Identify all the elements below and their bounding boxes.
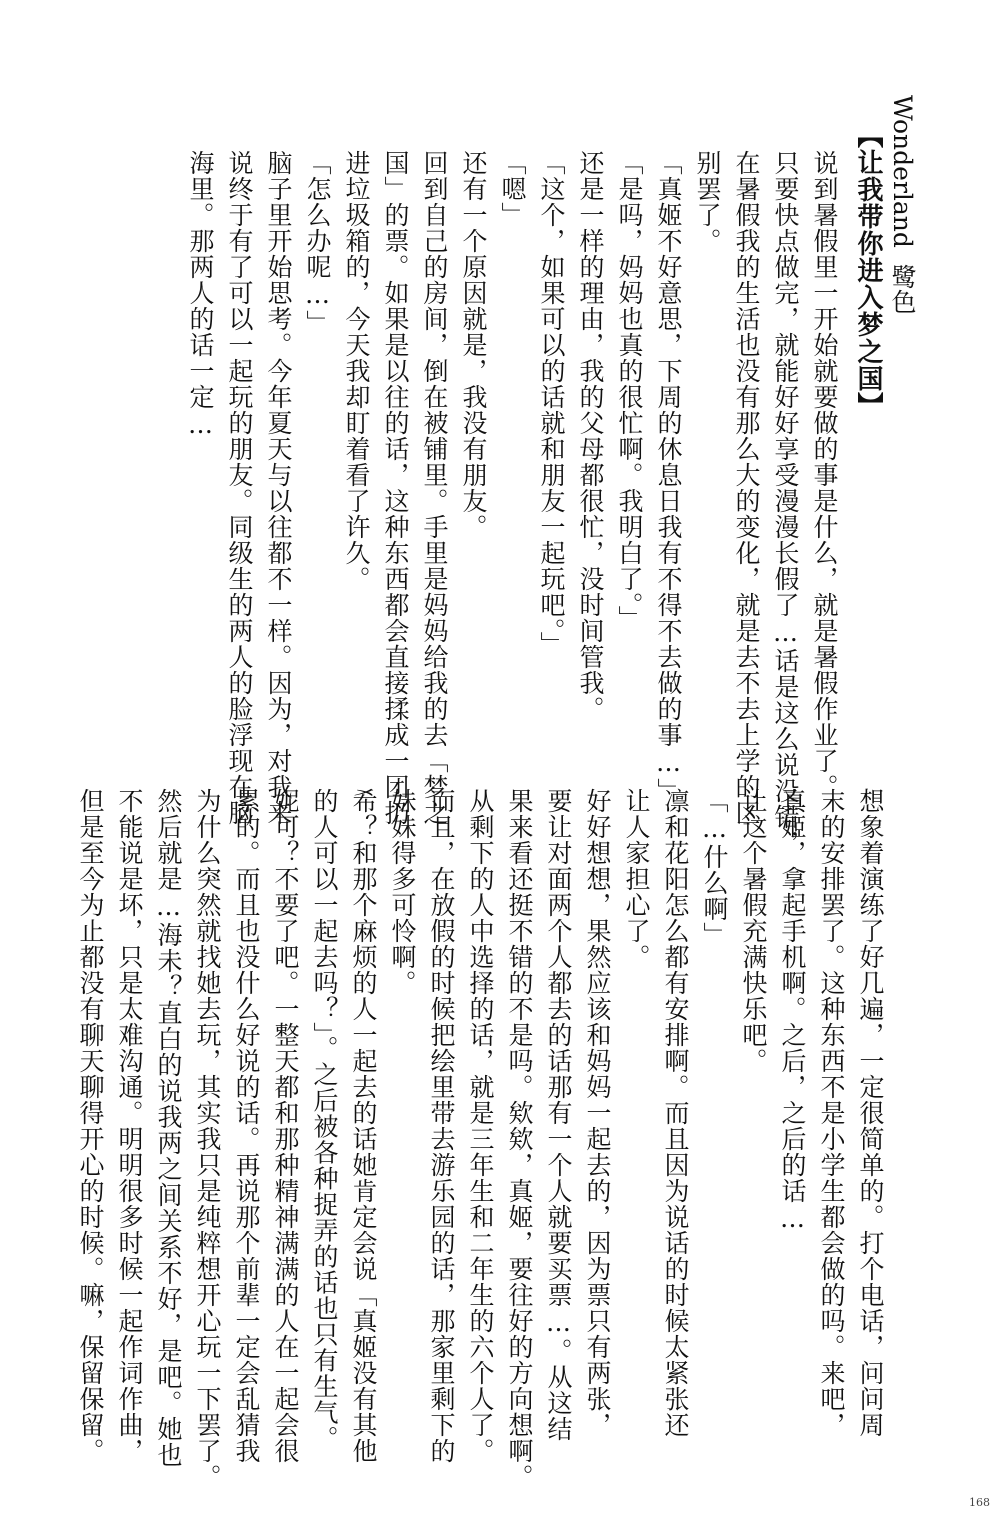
text-column: 果来看还挺不错的不是吗。欸欸，真姬，要往好的方向想啊。 bbox=[505, 788, 534, 1490]
title-latin: Wonderland bbox=[888, 95, 917, 248]
text-column: 「…什么啊」 bbox=[700, 788, 729, 948]
text-column: 但是至今为止都没有聊天聊得开心的时候。嘛，保留保留。 bbox=[76, 788, 105, 1464]
text-column: 国」的票。如果是以往的话，这种东西都会直接揉成一团扔 bbox=[381, 150, 410, 826]
story-title bbox=[883, 95, 922, 314]
story-subtitle: 【让我带你进入梦之国】 bbox=[853, 122, 883, 419]
text-column: 为什么突然就找她去玩，其实我只是纯粹想开心玩一下罢了。 bbox=[193, 788, 222, 1490]
text-column: 让这个暑假充满快乐吧。 bbox=[739, 788, 768, 1074]
text-column: 想象着演练了好几遍，一定很简单的。打个电话，问问周 bbox=[856, 788, 885, 1438]
bottom-text-block bbox=[71, 788, 890, 1493]
page-number: 168 bbox=[969, 1496, 990, 1509]
text-column: 只要快点做完，就能好好享受漫漫长假了…话是这么说没错， bbox=[771, 150, 800, 856]
text-column: 回到自己的房间，倒在被铺里。手里是妈妈给我的去「梦之 bbox=[420, 150, 449, 826]
text-column: 「是吗，妈妈也真的很忙啊。我明白了。」 bbox=[615, 150, 644, 632]
text-column: 凛和花阳怎么都有安排啊。而且因为说话的时候太紧张还 bbox=[661, 788, 690, 1438]
text-column: 别罢了。 bbox=[693, 150, 722, 254]
text-column: 妮可？不要了吧。一整天都和那种精神满满的人在一起会很 bbox=[271, 788, 300, 1464]
text-column: 让人家担心了。 bbox=[622, 788, 651, 970]
text-column: 累的。而且也没什么好说的话。再说那个前辈一定会乱猜我 bbox=[232, 788, 261, 1464]
text-column: 还有一个原因就是，我没有朋友。 bbox=[459, 150, 488, 540]
text-column: 海里。那两人的话一定… bbox=[186, 150, 215, 440]
text-column: 要让对面两个人都去的话那有一个人就要买票…。从这结 bbox=[544, 788, 573, 1442]
author-name: 鹭色 bbox=[888, 263, 917, 314]
text-column: 「怎么办呢…」 bbox=[303, 150, 332, 336]
text-column: 说到暑假里一开始就要做的事是什么，就是暑假作业了。 bbox=[810, 150, 839, 800]
text-column: 说终于有了可以一起玩的朋友。同级生的两人的脸浮现在脑 bbox=[225, 150, 254, 826]
top-text-block bbox=[181, 150, 844, 856]
text-column: 从剩下的人中选择的话，就是三年生和二年生的六个人了。 bbox=[466, 788, 495, 1464]
text-column: 的人可以一起去吗？」。之后被各种捉弄的话也只有生气。 bbox=[310, 788, 339, 1452]
text-column: 进垃圾箱的，今天我却盯着看了许久。 bbox=[342, 150, 371, 592]
text-column: 好好想想，果然应该和妈妈一起去的，因为票只有两张， bbox=[583, 788, 612, 1438]
text-column: 然后就是…海未？直白的说我两之间关系不好，是吧。她也 bbox=[154, 788, 183, 1468]
text-column: 「嗯」 bbox=[498, 150, 527, 228]
text-column: 而且，在放假的时候把绘里带去游乐园的话，那家里剩下的 bbox=[427, 788, 456, 1464]
text-column: 脑子里开始思考。今年夏天与以往都不一样。因为，对我来 bbox=[264, 150, 293, 826]
text-column: 末的安排罢了。这种东西不是小学生都会做的吗。来吧， bbox=[817, 788, 846, 1438]
text-column: 真姬，拿起手机啊。之后，之后的话… bbox=[778, 788, 807, 1234]
text-column: 不能说是坏，只是太难沟通。明明很多时候一起作词作曲， bbox=[115, 788, 144, 1464]
text-column: 「这个，如果可以的话就和朋友一起玩吧。」 bbox=[537, 150, 566, 658]
text-column: 希？和那个麻烦的人一起去的话她肯定会说「真姬没有其他 bbox=[349, 788, 378, 1464]
text-column: 「真姬不好意思，下周的休息日我有不得不去做的事…」 bbox=[654, 150, 683, 804]
text-column: 还是一样的理由，我的父母都很忙，没时间管我。 bbox=[576, 150, 605, 722]
text-column: 在暑假我的生活也没有那么大的变化，就是去不去上学的区 bbox=[732, 150, 761, 826]
text-column: 妹妹得多可怜啊。 bbox=[388, 788, 417, 996]
